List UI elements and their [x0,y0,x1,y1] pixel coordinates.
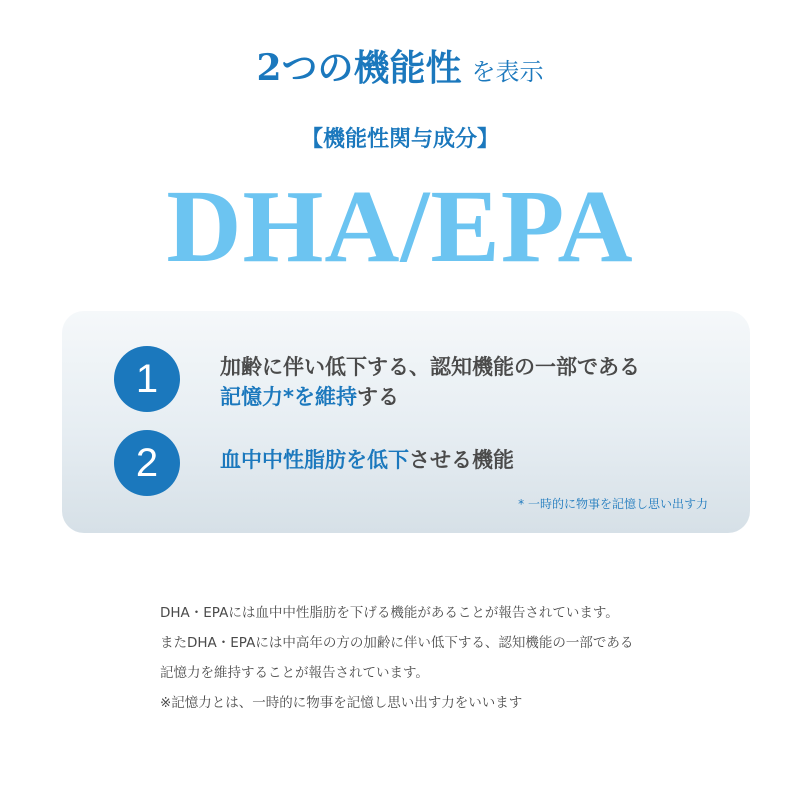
function-2-rest: させる機能 [409,448,514,472]
function-1-line1: 加齢に伴い低下する、認知機能の一部である [220,355,640,379]
function-item-2 [220,445,514,475]
function-1-line2 [220,382,640,412]
function-1-rest: する [356,385,399,409]
number-badge-1: 1 [114,346,180,412]
note-line: 記憶力を維持することが報告されています。 [160,665,429,681]
note-line: ※記憶力とは、一時的に物事を記憶し思い出す力をいいます [160,695,523,711]
notes-paragraph [160,598,633,718]
note-line: DHA・EPAには血中中性脂肪を下げる機能があることが報告されています。 [160,605,619,621]
number-badge-2: 2 [114,430,180,496]
function-2-highlight: 血中中性脂肪を低下 [220,448,409,472]
function-1-highlight: 記憶力*を維持 [220,385,357,409]
title-sub: を表示 [471,58,544,86]
ingredient-label: 【機能性関与成分】 [300,127,499,152]
title-main: 2つの機能性 [256,47,462,89]
page-title [0,40,800,91]
note-line: またDHA・EPAには中高年の方の加齢に伴い低下する、認知機能の一部である [160,635,634,651]
ingredient-name: DHA/EPA [166,169,634,284]
function-item-1 [220,352,640,412]
footnote: * 一時的に物事を記憶し思い出す力 [518,497,708,511]
